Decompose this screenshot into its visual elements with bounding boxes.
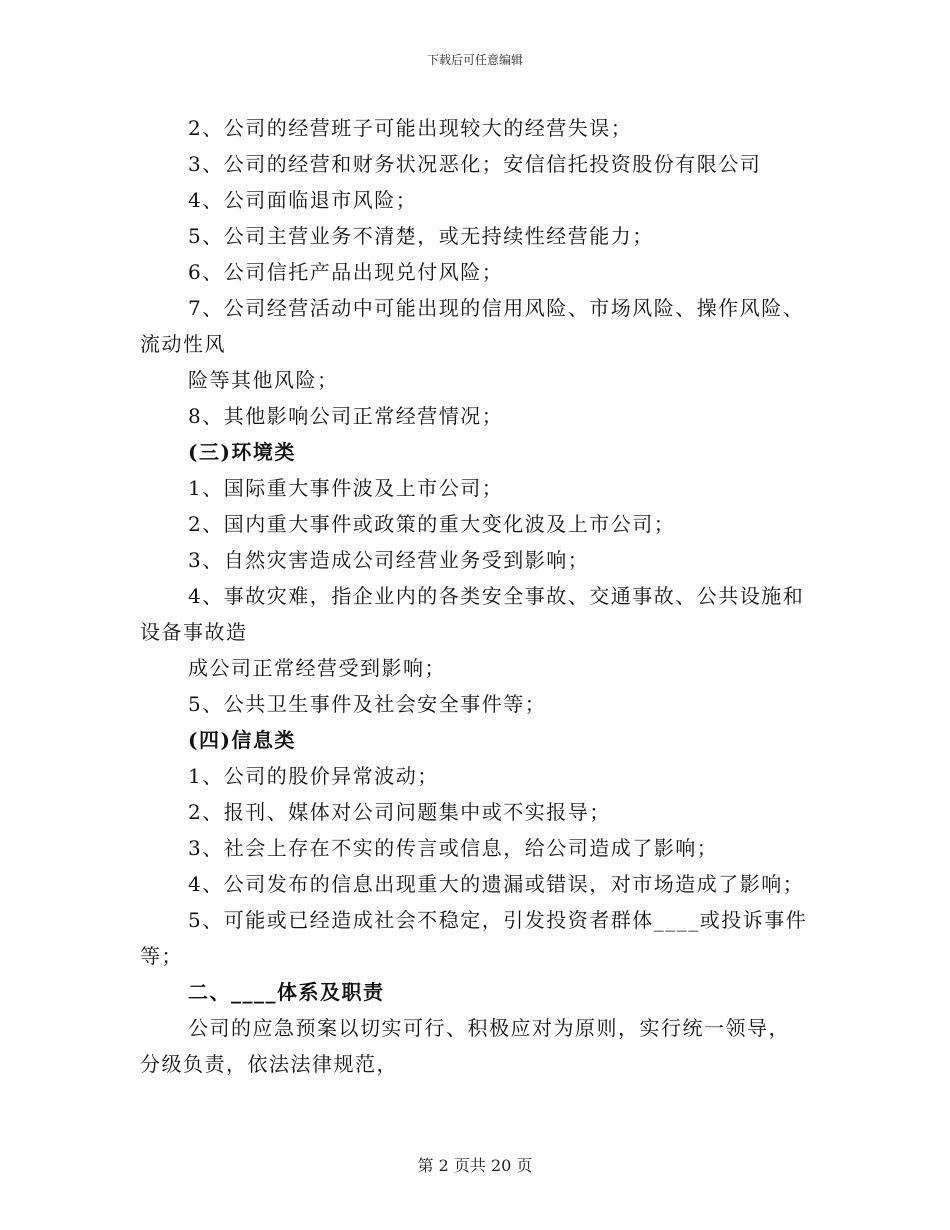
text-line: 3、公司的经营和财务状况恶化；安信信托投资股份有限公司 xyxy=(188,152,762,176)
text-line: 2、公司的经营班子可能出现较大的经营失误； xyxy=(188,116,633,140)
text-line: 7、公司经营活动中可能出现的信用风险、市场风险、操作风险、 xyxy=(188,296,805,320)
text-line: 2、报刊、媒体对公司问题集中或不实报导； xyxy=(188,800,611,824)
section-heading: (三)环境类 xyxy=(188,440,296,464)
text-line: 6、公司信托产品出现兑付风险； xyxy=(188,260,504,284)
text-line: 1、公司的股价异常波动； xyxy=(188,764,439,788)
text-line: 公司的应急预案以切实可行、积极应对为原则，实行统一领导， xyxy=(188,1016,790,1040)
page-header: 下载后可任意编辑 xyxy=(426,53,523,67)
text-line: 1、国际重大事件波及上市公司； xyxy=(188,476,504,500)
text-line: 3、自然灾害造成公司经营业务受到影响； xyxy=(188,548,590,572)
text-line: 3、社会上存在不实的传言或信息，给公司造成了影响； xyxy=(188,836,719,860)
text-line: 等； xyxy=(140,944,183,968)
text-line: 流动性风 xyxy=(140,332,226,356)
text-line: 成公司正常经营受到影响； xyxy=(188,656,446,680)
text-line: 2、国内重大事件或政策的重大变化波及上市公司； xyxy=(188,512,676,536)
text-line: 5、公司主营业务不清楚，或无持续性经营能力； xyxy=(188,224,654,248)
document-body xyxy=(140,110,820,1082)
section-heading: (四)信息类 xyxy=(188,728,296,752)
text-line: 4、事故灾难，指企业内的各类安全事故、交通事故、公共设施和 xyxy=(188,584,805,608)
text-line: 5、公共卫生事件及社会安全事件等； xyxy=(188,692,547,716)
text-line: 8、其他影响公司正常经营情况； xyxy=(188,404,504,428)
text-line: 5、可能或已经造成社会不稳定，引发投资者群体____或投诉事件 xyxy=(188,908,808,932)
text-line: 设备事故造 xyxy=(140,620,248,644)
text-line: 分级负责，依法法律规范， xyxy=(140,1052,398,1076)
text-line: 4、公司发布的信息出现重大的遗漏或错误，对市场造成了影响； xyxy=(188,872,805,896)
text-line: 4、公司面临退市风险； xyxy=(188,188,418,212)
page-footer: 第 2 页共 20 页 xyxy=(417,1156,533,1175)
section-heading: 二、____体系及职责 xyxy=(188,980,385,1004)
text-line: 险等其他风险； xyxy=(188,368,339,392)
